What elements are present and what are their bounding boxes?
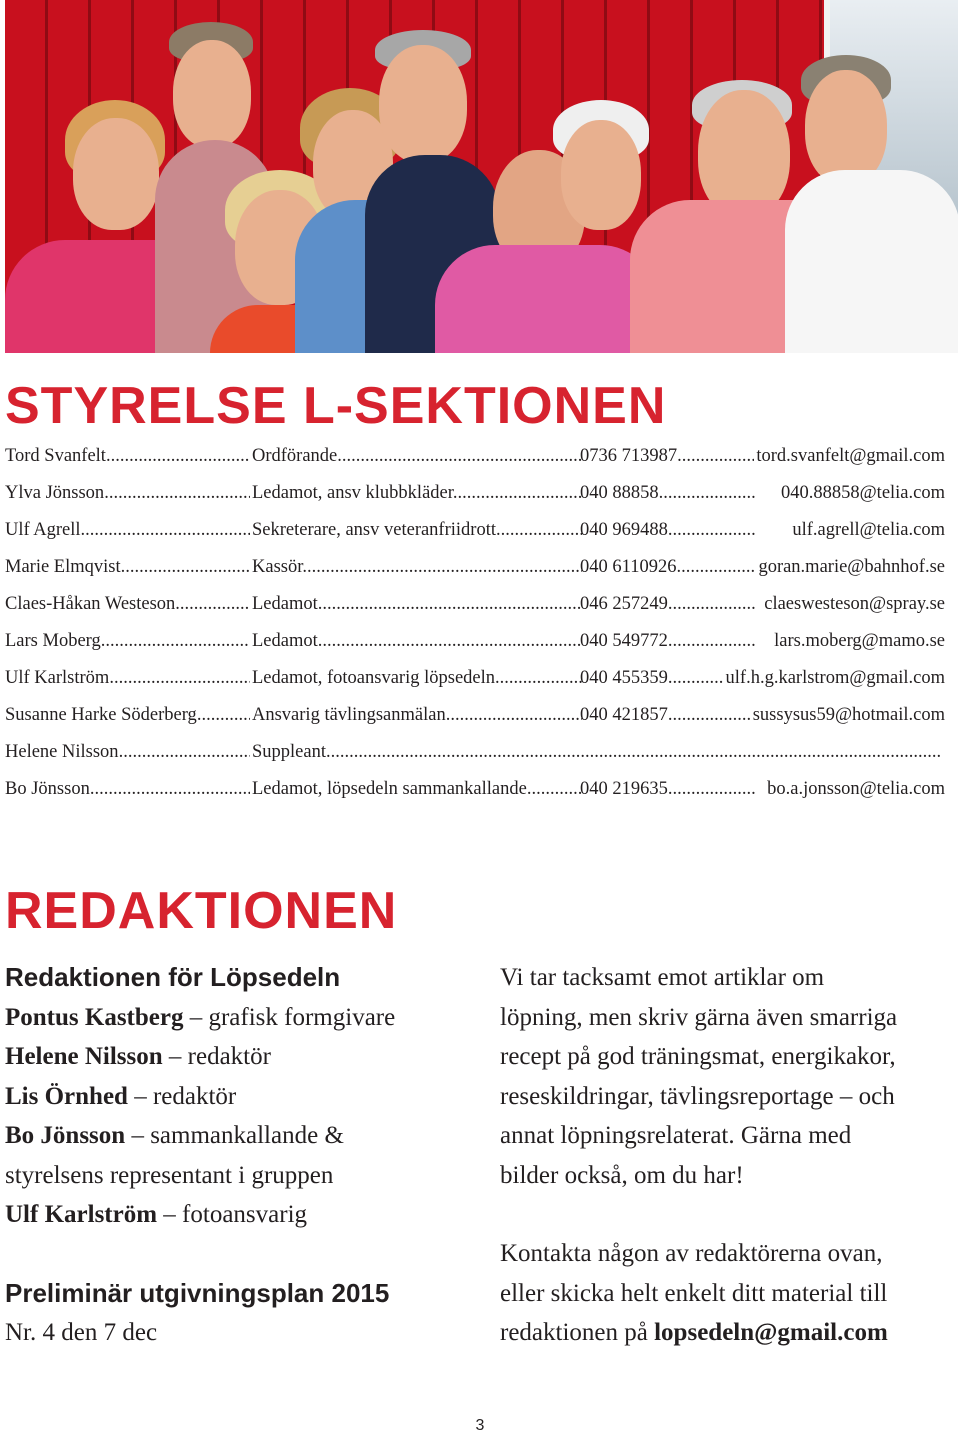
member-role: Suppleant ..... — [252, 738, 942, 766]
member-name: Marie Elmqvist ..... — [5, 553, 250, 581]
member-phone: 040 969488 ..... — [580, 516, 755, 544]
editorial-subheading: Redaktionen för Löpsedeln — [5, 962, 341, 992]
board-row — [5, 590, 945, 627]
member-role: Ordförande ..... — [252, 442, 582, 470]
member-role: Ledamot, löpsedeln sammankallande ..... — [252, 775, 582, 803]
member-email[interactable]: ulf.h.g.karlstrom@gmail.com — [724, 664, 945, 692]
member-role: Ledamot ..... — [252, 590, 582, 618]
editorial-member-name: Pontus Kastberg — [5, 1003, 184, 1031]
page-number: 3 — [475, 1417, 485, 1434]
member-role: Ledamot ..... — [252, 627, 582, 655]
board-row — [5, 479, 945, 516]
member-name: Ulf Karlström ..... — [5, 664, 250, 692]
member-name: Tord Svanfelt ..... — [5, 442, 250, 470]
member-email[interactable]: 040.88858@telia.com — [779, 479, 945, 507]
board-title: STYRELSE L-SEKTIONEN — [5, 377, 667, 435]
contact-line — [500, 1313, 950, 1353]
board-row — [5, 738, 945, 775]
member-name: Claes-Håkan Westeson ..... — [5, 590, 250, 618]
plan-heading: Preliminär utgivningsplan 2015 — [5, 1277, 390, 1308]
contact-email-link[interactable]: lopsedeln@gmail.com — [654, 1319, 888, 1346]
info-line: Vi tar tacksamt emot artiklar om — [500, 964, 825, 991]
editorial-member-continuation: styrelsens representant i gruppen — [5, 1161, 334, 1189]
editorial-member — [5, 1077, 475, 1117]
member-email[interactable]: lars.moberg@mamo.se — [772, 627, 945, 655]
member-name: Ylva Jönsson ..... — [5, 479, 250, 507]
info-line: bilder också, om du har! — [500, 1161, 744, 1189]
member-phone: 040 421857 ..... — [580, 701, 755, 729]
member-phone: 040 6110926 ..... — [580, 553, 755, 581]
editorial-title: REDAKTIONEN — [5, 882, 398, 940]
member-role: Ansvarig tävlingsanmälan ..... — [252, 701, 582, 729]
editorial-member-role: – redaktör — [134, 1082, 237, 1110]
member-email[interactable]: tord.svanfelt@gmail.com — [754, 442, 945, 470]
member-name: Susanne Harke Söderberg ..... — [5, 701, 250, 729]
editorial-member — [5, 998, 475, 1038]
member-email[interactable]: bo.a.jonsson@telia.com — [765, 775, 945, 803]
member-email[interactable]: claeswesteson@spray.se — [762, 590, 945, 618]
board-row — [5, 775, 945, 812]
board-row — [5, 516, 945, 553]
editorial-member-role: – grafisk formgivare — [189, 1003, 396, 1031]
board-row — [5, 442, 945, 479]
editorial-member — [5, 1195, 475, 1235]
member-email[interactable]: ulf.agrell@telia.com — [790, 516, 945, 544]
info-line: recept på god träningsmat, energikakor, — [500, 1043, 896, 1070]
contact-line: eller skicka helt enkelt ditt material till — [500, 1279, 888, 1307]
editorial-member-name: Bo Jönsson — [5, 1122, 126, 1149]
member-phone: 040 219635 ..... — [580, 775, 755, 803]
editorial-member-name: Ulf Karlström — [5, 1201, 158, 1228]
member-phone: 0736 713987 ..... — [580, 442, 755, 470]
contact-prefix: redaktionen på — [500, 1319, 655, 1346]
board-row — [5, 701, 945, 738]
info-line: reseskildringar, tävlingsreportage – och — [500, 1082, 895, 1110]
editorial-member — [5, 1037, 475, 1077]
member-role: Kassör ..... — [252, 553, 582, 581]
editorial-members — [5, 958, 475, 1353]
contact-line: Kontakta någon av redaktörerna ovan, — [500, 1240, 883, 1267]
member-phone: 040 455359 ..... — [580, 664, 755, 692]
info-line: löpning, men skriv gärna även smarriga — [500, 1003, 898, 1031]
member-email[interactable]: sussysus59@hotmail.com — [751, 701, 945, 729]
member-email[interactable]: goran.marie@bahnhof.se — [756, 553, 945, 581]
member-phone: 046 257249 ..... — [580, 590, 755, 618]
editorial-member-role: – sammankallande & — [131, 1122, 344, 1149]
member-name: Ulf Agrell ..... — [5, 516, 250, 544]
editorial-member-name: Helene Nilsson — [5, 1043, 163, 1070]
member-role: Ledamot, fotoansvarig löpsedeln ..... — [252, 664, 582, 692]
board-row — [5, 627, 945, 664]
member-phone: 040 549772 ..... — [580, 627, 755, 655]
editorial-member — [5, 1116, 475, 1156]
info-line: annat löpningsrelaterat. Gärna med — [500, 1122, 852, 1149]
plan-text: Nr. 4 den 7 dec — [5, 1319, 158, 1346]
member-name: Bo Jönsson ..... — [5, 775, 250, 803]
editorial-member-name: Lis Örnhed — [5, 1082, 128, 1110]
member-role: Sekreterare, ansv veteranfriidrott ..... — [252, 516, 582, 544]
member-phone: 040 88858 ..... — [580, 479, 755, 507]
editorial-info — [500, 958, 950, 1353]
board-row — [5, 553, 945, 590]
member-name: Lars Moberg ..... — [5, 627, 250, 655]
member-name: Helene Nilsson ..... — [5, 738, 250, 766]
editorial-member-role: – fotoansvarig — [163, 1201, 308, 1228]
editorial-member-role: – redaktör — [168, 1043, 271, 1070]
group-photo — [5, 0, 958, 353]
board-row — [5, 664, 945, 701]
person-9 — [785, 0, 958, 353]
member-role: Ledamot, ansv klubbkläder ..... — [252, 479, 582, 507]
board-list — [5, 442, 945, 812]
